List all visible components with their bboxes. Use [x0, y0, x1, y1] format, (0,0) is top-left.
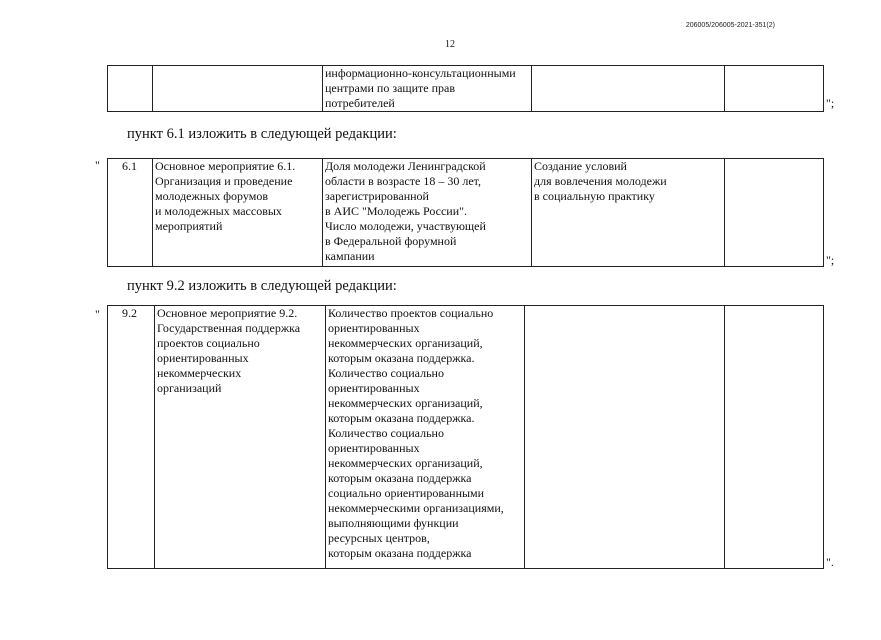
indicator-line: кампании — [325, 249, 375, 263]
number-cell — [108, 66, 153, 112]
indicator-line: Количество проектов социально — [328, 306, 494, 320]
page-number: 12 — [445, 39, 455, 50]
indicator-line: Доля молодежи Ленинградской — [325, 159, 486, 173]
event-line: молодежных форумов — [155, 189, 269, 203]
table-row — [108, 159, 824, 267]
indicator-line: выполняющими функции — [328, 516, 459, 530]
event-line: проектов социально — [157, 336, 260, 350]
indicator-line: ориентированных — [328, 441, 420, 455]
table-section-6-1 — [107, 158, 824, 267]
table-row — [108, 66, 824, 112]
indicator-line: Количество социально — [328, 366, 444, 380]
indicator-line: некоммерческих организаций, — [328, 396, 483, 410]
event-cell — [153, 159, 323, 267]
indicator-cell — [323, 159, 532, 267]
indicator-line: области в возрасте 18 – 30 лет, — [325, 174, 481, 188]
result-line: для вовлечения молодежи — [534, 174, 667, 188]
open-quote-mark: " — [95, 158, 100, 172]
indicator-line: некоммерческими организациями, — [328, 501, 504, 515]
indicator-line: которым оказана поддержка — [328, 471, 472, 485]
event-line: Основное мероприятие 9.2. — [157, 306, 298, 320]
close-quote-mark: ". — [826, 555, 834, 569]
indicator-line: социально ориентированными — [328, 486, 485, 500]
event-line: некоммерческих — [157, 366, 242, 380]
document-id: 206005/206005-2021-351(2) — [685, 22, 775, 29]
indicator-line: информационно-консультационными — [325, 66, 516, 80]
indicator-line: некоммерческих организаций, — [328, 456, 483, 470]
indicator-line: зарегистрированной — [325, 189, 429, 203]
event-cell — [153, 66, 323, 112]
close-quote-mark: "; — [826, 253, 835, 267]
indicator-line: Количество социально — [328, 426, 444, 440]
result-cell — [525, 306, 725, 569]
table-row — [108, 306, 824, 569]
event-cell — [155, 306, 326, 569]
indicator-line: ориентированных — [328, 381, 420, 395]
indicator-line: потребителей — [325, 96, 395, 110]
indicator-line: Число молодежи, участвующей — [325, 219, 486, 233]
indicator-line: которым оказана поддержка — [328, 546, 472, 560]
extra-cell — [725, 306, 824, 569]
indicator-line: в Федеральной форумной — [325, 234, 457, 248]
indicator-cell — [326, 306, 525, 569]
table-top-fragment — [107, 65, 824, 112]
indicator-line: которым оказана поддержка. — [328, 351, 475, 365]
event-line: организаций — [157, 381, 222, 395]
section-heading-9-2: пункт 9.2 изложить в следующей редакции: — [127, 278, 397, 294]
result-line: в социальную практику — [534, 189, 655, 203]
event-line: ориентированных — [157, 351, 249, 365]
indicator-line: в АИС "Молодежь России". — [325, 204, 468, 218]
table-section-9-2 — [107, 305, 824, 569]
number-cell: 9.2 — [108, 306, 155, 569]
open-quote-mark: " — [95, 307, 100, 321]
close-quote-mark: "; — [826, 96, 835, 110]
result-line: Создание условий — [534, 159, 627, 173]
indicator-line: центрами по защите прав — [325, 81, 456, 95]
event-line: и молодежных массовых — [155, 204, 282, 218]
extra-cell — [725, 159, 824, 267]
event-line: Организация и проведение — [155, 174, 293, 188]
indicator-line: которым оказана поддержка. — [328, 411, 475, 425]
extra-cell — [725, 66, 824, 112]
number-cell: 6.1 — [108, 159, 153, 267]
indicator-cell — [323, 66, 532, 112]
indicator-line: некоммерческих организаций, — [328, 336, 483, 350]
indicator-line: ресурсных центров, — [328, 531, 430, 545]
result-cell — [532, 159, 725, 267]
event-line: Основное мероприятие 6.1. — [155, 159, 296, 173]
event-line: Государственная поддержка — [157, 321, 301, 335]
section-heading-6-1: пункт 6.1 изложить в следующей редакции: — [127, 126, 397, 142]
event-line: мероприятий — [155, 219, 223, 233]
result-cell — [532, 66, 725, 112]
indicator-line: ориентированных — [328, 321, 420, 335]
